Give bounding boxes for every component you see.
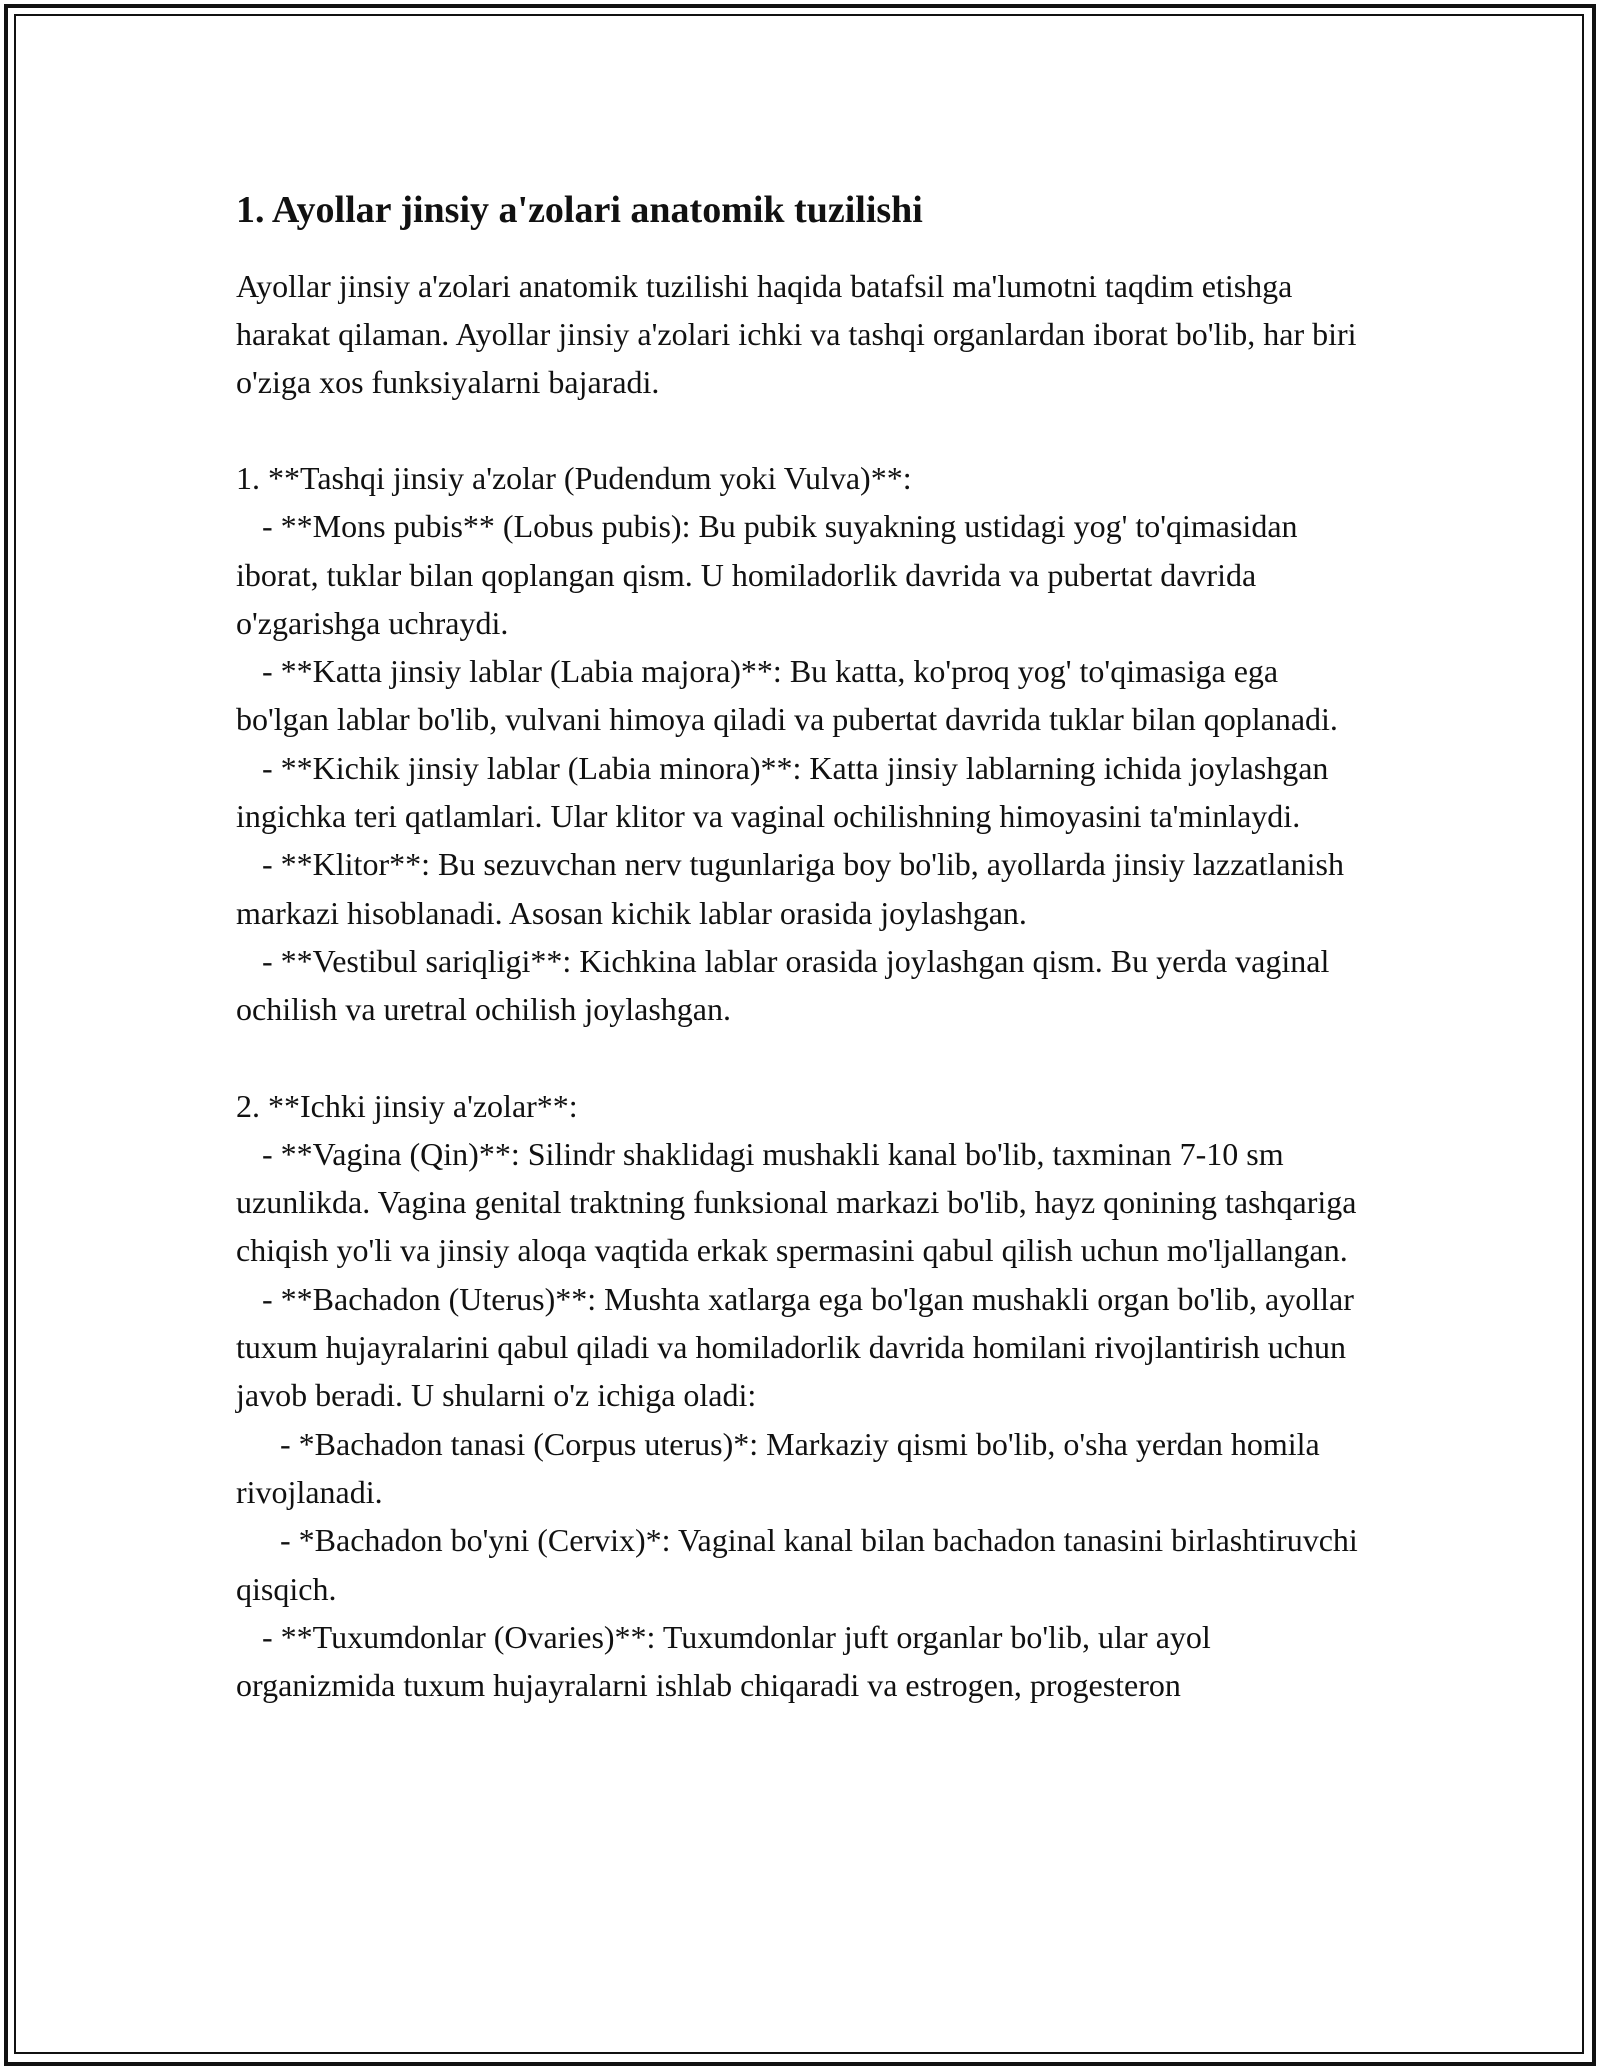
intro-paragraph: Ayollar jinsiy a'zolari anatomik tuzilishi haqida batafsil ma'lumotni taqdim etishga harakat qilaman. Ayollar jinsiy a'zolari ichki va tashqi organlardan iborat bo'lib, har biri o'ziga xos funksiyalarni bajaradi. bbox=[236, 268, 1357, 400]
document-title: 1. Ayollar jinsiy a'zolari anatomik tuzilishi bbox=[236, 189, 923, 231]
list-item: - **Katta jinsiy lablar (Labia majora)**: Bu katta, ko'proq yog' to'qimasiga ega bo'lgan lablar bo'lib, vulvani himoya qiladi va pubertat davrida tuklar bilan qoplanadi. bbox=[236, 653, 1338, 738]
list-item: - **Vagina (Qin)**: Silindr shaklidagi mushakli kanal bo'lib, taxminan 7-10 sm uzunlikda. Vagina genital traktning funksional markazi bo'lib, hayz qonining tashqariga chiqish yo'li va jinsiy aloqa vaqtida erkak spermasini qabul qilish uchun mo'ljallangan. bbox=[236, 1135, 1365, 1269]
list-item: - **Vestibul sariqligi**: Kichkina lablar orasida joylashgan qism. Bu yerda vaginal ochilish va uretral ochilish joylashgan. bbox=[236, 942, 1338, 1028]
section-external-organs bbox=[236, 454, 1366, 1034]
list-item: - **Kichik jinsiy lablar (Labia minora)**: Katta jinsiy lablarning ichida joylashgan ingichka teri qatlamlari. Ular klitor va vaginal ochilishning himoyasini ta'minlaydi. bbox=[236, 749, 1337, 835]
document-body bbox=[236, 186, 1366, 1709]
section-heading: 2. **Ichki jinsiy a'zolar**: bbox=[236, 1087, 578, 1124]
list-item: - **Bachadon (Uterus)**: Mushta xatlarga ega bo'lgan mushakli organ bo'lib, ayollar tuxum hujayralarini qabul qiladi va homiladorlik davrida homilani rivojlantirish uchun javob beradi. U shularni o'z ichiga oladi: bbox=[236, 1280, 1362, 1414]
sub-list-item: - *Bachadon tanasi (Corpus uterus)*: Markaziy qismi bo'lib, o'sha yerdan homila rivojlanadi. bbox=[236, 1425, 1328, 1510]
sub-list-item: - *Bachadon bo'yni (Cervix)*: Vaginal kanal bilan bachadon tanasini birlashtiruvchi qisqich. bbox=[236, 1522, 1366, 1607]
list-item: - **Tuxumdonlar (Ovaries)**: Tuxumdonlar juft organlar bo'lib, ular ayol organizmida tuxum hujayralarni ishlab chiqaradi va estrogen, progesteron bbox=[236, 1618, 1219, 1704]
section-heading: 1. **Tashqi jinsiy a'zolar (Pudendum yoki Vulva)**: bbox=[236, 460, 912, 496]
list-item: - **Mons pubis** (Lobus pubis): Bu pubik suyakning ustidagi yog' to'qimasidan iborat, tuklar bilan qoplangan qism. U homiladorlik davrida va pubertat davrida o'zgarishga uchraydi. bbox=[236, 508, 1306, 641]
list-item: - **Klitor**: Bu sezuvchan nerv tugunlariga boy bo'lib, ayollarda jinsiy lazzatlanish markazi hisoblanadi. Asosan kichik lablar orasida joylashgan. bbox=[236, 846, 1352, 931]
section-internal-organs bbox=[236, 1082, 1366, 1710]
